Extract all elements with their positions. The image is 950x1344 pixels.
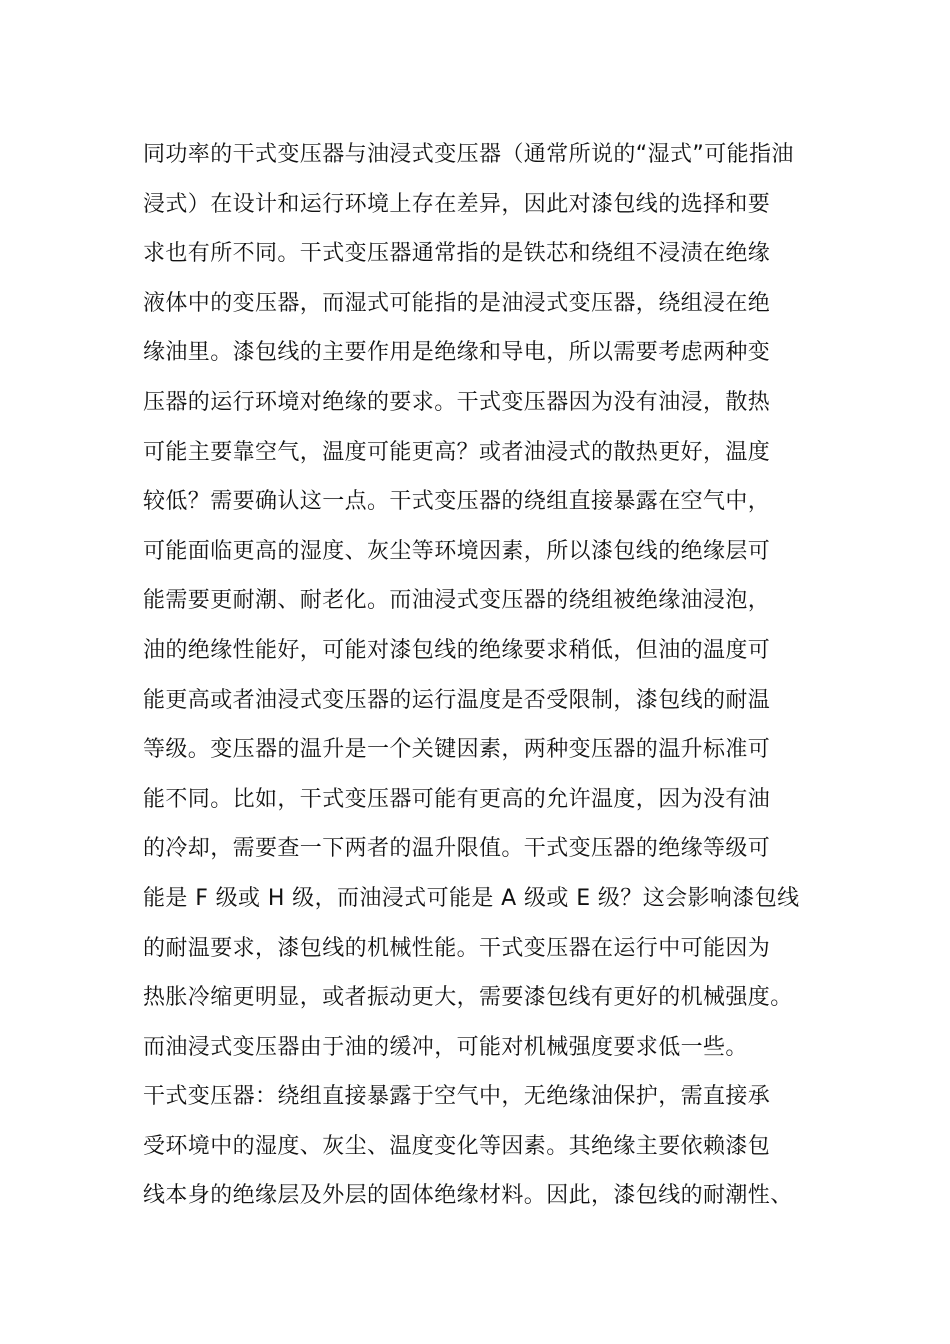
text-line: 可能主要靠空气，温度可能更高？或者油浸式的散热更好，温度 bbox=[143, 439, 771, 465]
text-line: 同功率的干式变压器与油浸式变压器（通常所说的“湿式”可能指油 bbox=[143, 142, 794, 167]
text-line: 能需要更耐潮、耐老化。而油浸式变压器的绕组被绝缘油浸泡， bbox=[143, 588, 771, 614]
text-line: 压器的运行环境对绝缘的要求。干式变压器因为没有油浸，散热 bbox=[143, 389, 771, 415]
text-line: 的耐温要求，漆包线的机械性能。干式变压器在运行中可能因为 bbox=[143, 935, 771, 961]
text-line: 能不同。比如，干式变压器可能有更高的允许温度，因为没有油 bbox=[143, 786, 771, 812]
text-line: 能是 F 级或 H 级，而油浸式可能是 A 级或 E 级？这会影响漆包线 bbox=[143, 885, 800, 911]
text-line: 干式变压器：绕组直接暴露于空气中，无绝缘油保护，需直接承 bbox=[143, 1084, 771, 1110]
text-line: 受环境中的湿度、灰尘、温度变化等因素。其绝缘主要依赖漆包 bbox=[143, 1133, 771, 1159]
text-line: 缘油里。漆包线的主要作用是绝缘和导电，所以需要考虑两种变 bbox=[143, 340, 771, 366]
text-line: 浸式）在设计和运行环境上存在差异，因此对漆包线的选择和要 bbox=[143, 191, 771, 217]
text-line: 热胀冷缩更明显，或者振动更大，需要漆包线有更好的机械强度。 bbox=[143, 985, 793, 1011]
text-line: 油的绝缘性能好，可能对漆包线的绝缘要求稍低，但油的温度可 bbox=[143, 637, 771, 663]
text-line: 求也有所不同。干式变压器通常指的是铁芯和绕组不浸渍在绝缘 bbox=[143, 241, 771, 267]
text-line: 线本身的绝缘层及外层的固体绝缘材料。因此，漆包线的耐潮性、 bbox=[143, 1183, 793, 1209]
body-text bbox=[143, 130, 833, 1221]
text-line: 较低？需要确认这一点。干式变压器的绕组直接暴露在空气中， bbox=[143, 489, 771, 515]
text-line: 可能面临更高的湿度、灰尘等环境因素，所以漆包线的绝缘层可 bbox=[143, 538, 771, 564]
text-line: 而油浸式变压器由于油的缓冲，可能对机械强度要求低一些。 bbox=[143, 1034, 748, 1060]
text-line: 的冷却，需要查一下两者的温升限值。干式变压器的绝缘等级可 bbox=[143, 836, 771, 862]
text-line: 液体中的变压器，而湿式可能指的是油浸式变压器，绕组浸在绝 bbox=[143, 290, 771, 316]
text-line: 等级。变压器的温升是一个关键因素，两种变压器的温升标准可 bbox=[143, 737, 771, 763]
text-line: 能更高或者油浸式变压器的运行温度是否受限制，漆包线的耐温 bbox=[143, 687, 771, 713]
